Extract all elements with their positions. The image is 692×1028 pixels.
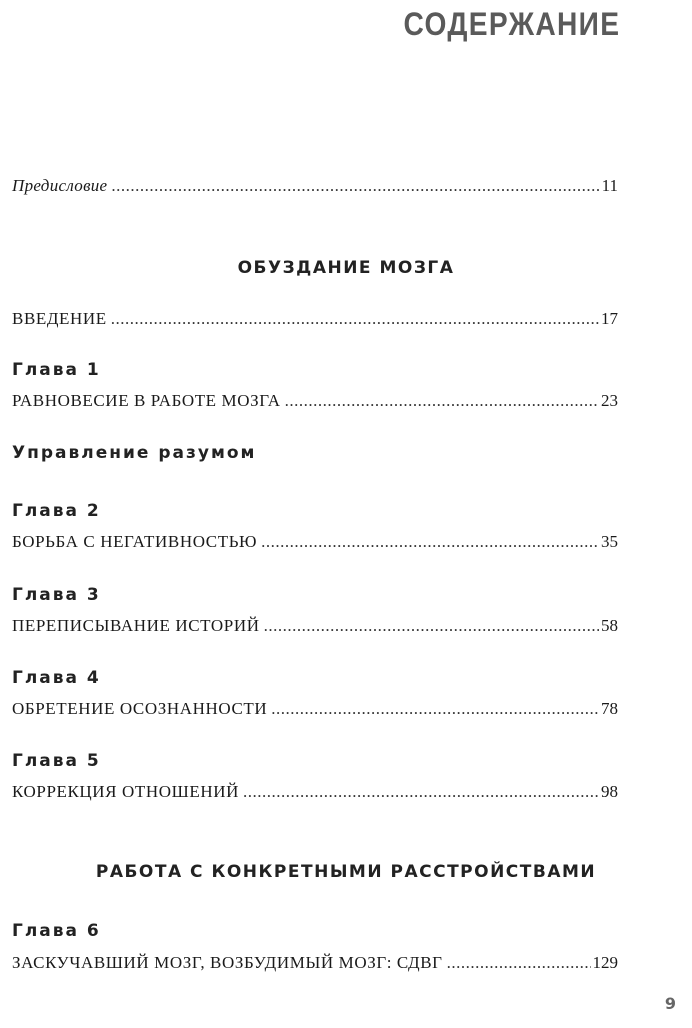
chapter-heading: Глава 5	[12, 751, 101, 771]
dot-leader	[285, 391, 599, 411]
toc-entry-label: КОРРЕКЦИЯ ОТНОШЕНИЙ	[12, 782, 239, 801]
chapter-heading: Глава 3	[12, 585, 101, 605]
toc-entry-chapter-1[interactable]	[12, 391, 618, 411]
chapter-heading: Глава 4	[12, 668, 101, 688]
toc-entry-chapter-4[interactable]	[12, 699, 618, 719]
section-heading: Управление разумом	[12, 443, 257, 463]
toc-entry-page: 35	[601, 532, 618, 551]
toc-entry-preface[interactable]	[12, 176, 618, 196]
dot-leader	[111, 309, 599, 329]
toc-entry-label: БОРЬБА С НЕГАТИВНОСТЬЮ	[12, 532, 258, 551]
toc-entry-chapter-3[interactable]	[12, 616, 618, 636]
toc-entry-page: 129	[592, 953, 618, 972]
toc-entry-page: 11	[601, 176, 618, 195]
page-number: 9	[664, 994, 676, 1013]
dot-leader	[271, 699, 599, 719]
toc-entry-chapter-6[interactable]	[12, 953, 618, 973]
dot-leader	[111, 176, 599, 196]
toc-entry-label: ОБРЕТЕНИЕ ОСОЗНАННОСТИ	[12, 699, 268, 718]
toc-entry-page: 17	[601, 309, 618, 328]
page-title: СОДЕРЖАНИЕ	[403, 6, 620, 42]
dot-leader	[243, 782, 599, 802]
toc-entry-label: ВВЕДЕНИЕ	[12, 309, 107, 328]
toc-entry-chapter-5[interactable]	[12, 782, 618, 802]
toc-entry-label: Предисловие	[12, 176, 108, 195]
dot-leader	[264, 616, 599, 636]
toc-entry-page: 78	[601, 699, 618, 718]
toc-entry-page: 58	[601, 616, 618, 635]
toc-entry-label: ПЕРЕПИСЫВАНИЕ ИСТОРИЙ	[12, 616, 260, 635]
dot-leader	[447, 953, 591, 973]
chapter-heading: Глава 6	[12, 921, 101, 941]
toc-entry-chapter-2[interactable]	[12, 532, 618, 552]
dot-leader	[261, 532, 599, 552]
part-heading: ОБУЗДАНИЕ МОЗГА	[237, 258, 455, 278]
chapter-heading: Глава 1	[12, 360, 101, 380]
chapter-heading: Глава 2	[12, 501, 101, 521]
toc-entry-introduction[interactable]	[12, 309, 618, 329]
toc-entry-page: 98	[601, 782, 618, 801]
toc-entry-page: 23	[601, 391, 618, 410]
toc-entry-label: ЗАСКУЧАВШИЙ МОЗГ, ВОЗБУДИМЫЙ МОЗГ: СДВГ	[12, 953, 443, 972]
part-heading: РАБОТА С КОНКРЕТНЫМИ РАССТРОЙСТВАМИ	[95, 862, 597, 882]
toc-entry-label: РАВНОВЕСИЕ В РАБОТЕ МОЗГА	[12, 391, 281, 410]
